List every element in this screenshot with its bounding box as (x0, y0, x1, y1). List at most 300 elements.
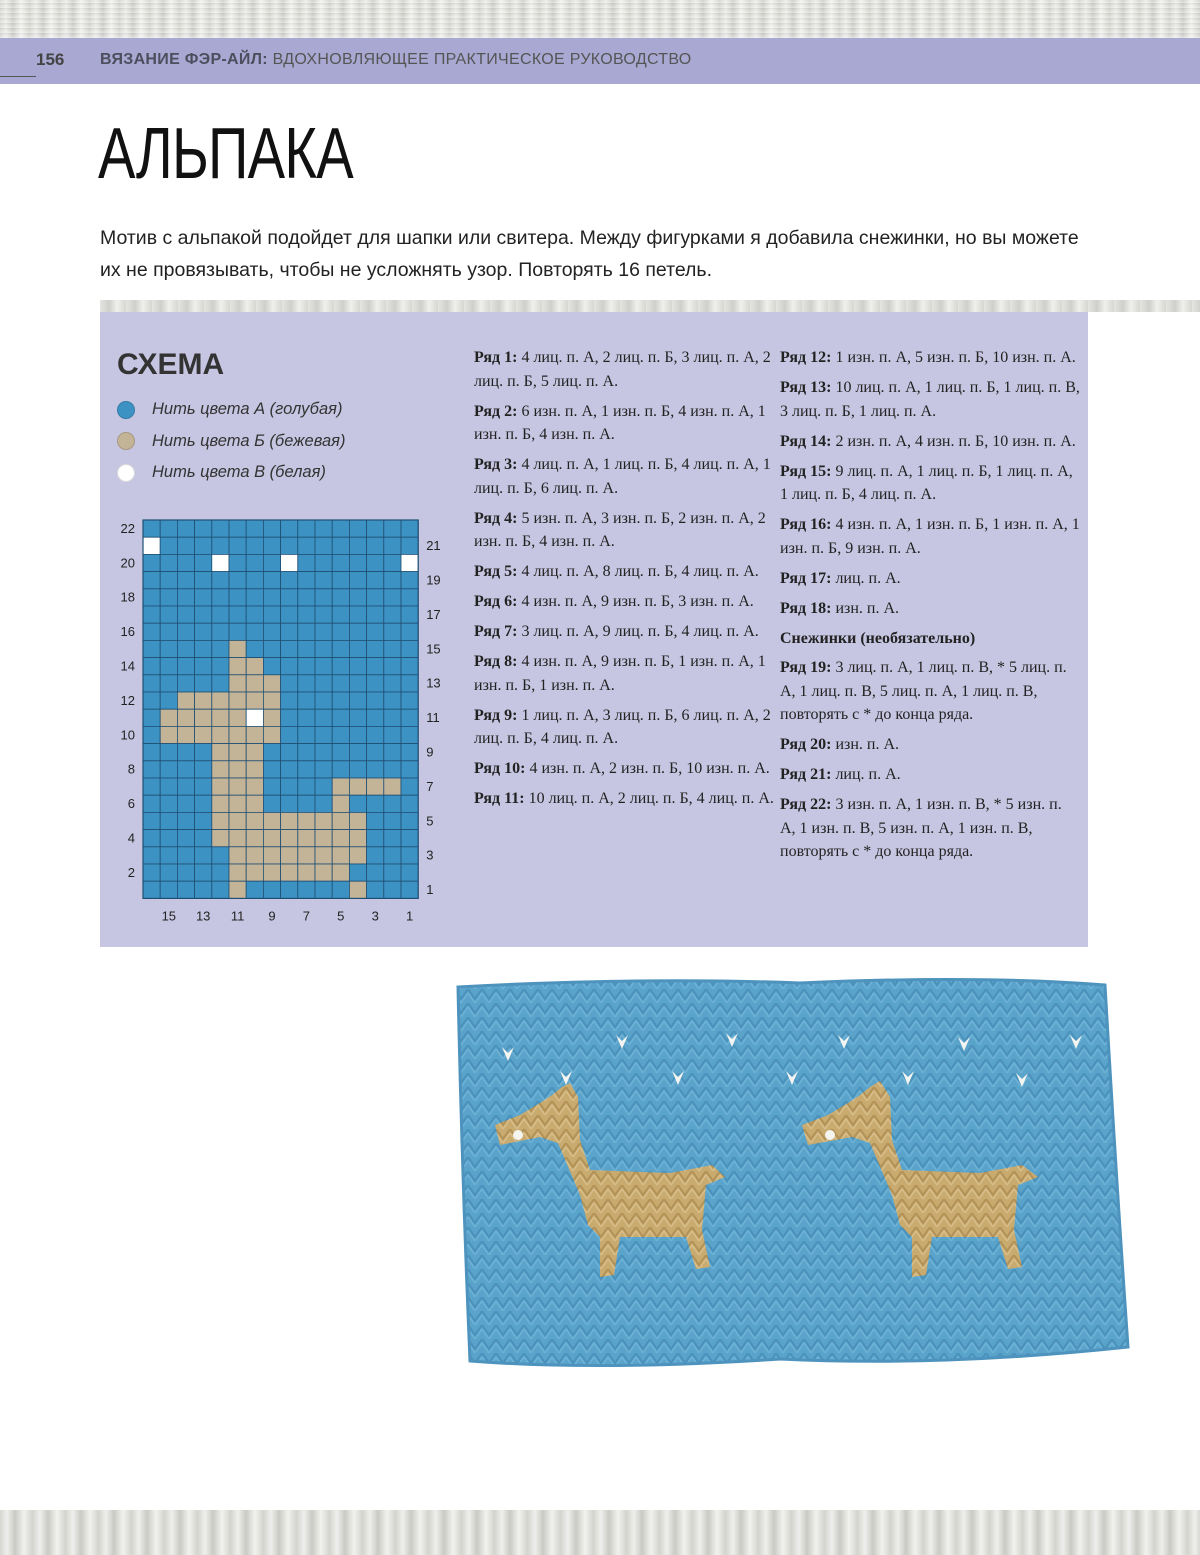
book-title-bold: ВЯЗАНИЕ ФЭР-АЙЛ: (100, 51, 268, 68)
chart-cell (143, 744, 160, 761)
chart-cell (367, 795, 384, 812)
row-label: Ряд 19: (780, 659, 832, 676)
row-text: 4 изн. п. А, 9 изн. п. Б, 1 изн. п. А, 1 изн. п. Б, 1 изн. п. А. (474, 653, 766, 694)
chart-cell (401, 623, 418, 640)
chart-left-label: 22 (120, 520, 135, 536)
row-label: Ряд 15: (780, 462, 832, 480)
chart-cell (177, 675, 194, 692)
chart-right-label: 19 (426, 572, 441, 588)
chart-right-label: 11 (426, 710, 440, 726)
chart-cell (212, 606, 229, 623)
chart-cell (143, 847, 160, 864)
chart-cell (384, 881, 401, 898)
chart-cell (349, 812, 366, 829)
chart-cell (212, 675, 229, 692)
chart-right-label: 9 (426, 744, 434, 760)
chart-cell (246, 795, 263, 812)
chart-cell (177, 520, 194, 537)
row-instruction (474, 560, 774, 584)
chart-cell (212, 640, 229, 657)
chart-left-label: 16 (120, 624, 135, 640)
legend-label: Нить цвета А (голубая) (152, 400, 343, 419)
row-label: Ряд 17: (780, 569, 832, 587)
chart-cell (143, 709, 160, 726)
chart-cell (332, 658, 349, 675)
chart-cell (143, 572, 160, 589)
chart-cell (212, 812, 229, 829)
chart-cell (298, 640, 315, 657)
row-label: Ряд 14: (780, 432, 832, 450)
chart-cell (177, 606, 194, 623)
chart-cell (298, 761, 315, 778)
chart-cell (143, 640, 160, 657)
chart-cell (246, 675, 263, 692)
chart-cell (212, 864, 229, 881)
chart-cell (332, 830, 349, 847)
chart-cell (315, 847, 332, 864)
row-instruction (780, 513, 1080, 560)
chart-cell (195, 847, 212, 864)
row-text: 1 изн. п. А, 5 изн. п. Б, 10 изн. п. А. (831, 349, 1076, 366)
chart-cell (401, 778, 418, 795)
chart-cell (177, 554, 194, 571)
chart-cell (195, 554, 212, 571)
chart-cell (315, 623, 332, 640)
chart-cell (298, 623, 315, 640)
chart-cell (367, 640, 384, 657)
chart-cell (315, 864, 332, 881)
chart-cell (177, 572, 194, 589)
chart-cell (384, 709, 401, 726)
chart-cell (401, 864, 418, 881)
chart-cell (263, 537, 280, 554)
chart-cell (229, 744, 246, 761)
chart-cell (246, 864, 263, 881)
chart-cell (229, 640, 246, 657)
chart-cell (160, 692, 177, 709)
chart-cell (246, 589, 263, 606)
chart-cell (246, 726, 263, 743)
chart-cell (212, 709, 229, 726)
chart-cell (263, 554, 280, 571)
chart-cell (367, 658, 384, 675)
chart-cell (177, 864, 194, 881)
chart-cell (246, 761, 263, 778)
chart-cell (212, 761, 229, 778)
row-instruction (780, 376, 1080, 423)
legend-item-a (117, 394, 345, 426)
chart-cell (160, 709, 177, 726)
chart-cell (332, 812, 349, 829)
chart-cell (281, 761, 298, 778)
chart-cell (298, 778, 315, 795)
chart-cell (195, 520, 212, 537)
chart-cell (298, 606, 315, 623)
chart-cell (229, 606, 246, 623)
chart-cell (160, 589, 177, 606)
chart-cell (401, 847, 418, 864)
chart-cell (229, 812, 246, 829)
chart-cell (195, 675, 212, 692)
chart-cell (246, 881, 263, 898)
chart-cell (212, 881, 229, 898)
chart-cell (177, 881, 194, 898)
chart-right-label: 7 (426, 778, 434, 794)
row-label: Ряд 20: (780, 736, 832, 753)
chart-bottom-label: 15 (161, 908, 177, 924)
chart-cell (384, 744, 401, 761)
chart-right-label: 13 (426, 675, 441, 691)
chart-cell (298, 537, 315, 554)
chart-cell (332, 795, 349, 812)
row-instruction (780, 430, 1080, 454)
chart-cell (246, 744, 263, 761)
chart-cell (246, 709, 263, 726)
chart-cell (143, 554, 160, 571)
chart-cell (384, 623, 401, 640)
chart-cell (281, 658, 298, 675)
row-text: 6 изн. п. А, 1 изн. п. Б, 4 изн. п. А, 1 изн. п. Б, 4 изн. п. А. (474, 402, 766, 443)
row-text: 4 изн. п. А, 9 изн. п. Б, 3 изн. п. А. (517, 593, 754, 610)
chart-cell (401, 812, 418, 829)
chart-cell (349, 761, 366, 778)
chart-cell (263, 726, 280, 743)
row-label: Ряд 7: (474, 623, 518, 640)
chart-cell (332, 709, 349, 726)
chart-cell (229, 554, 246, 571)
chart-cell (246, 640, 263, 657)
row-label: Ряд 16: (780, 516, 832, 533)
chart-bottom-label: 11 (230, 908, 245, 924)
row-instruction (780, 656, 1080, 727)
chart-cell (246, 778, 263, 795)
chart-cell (332, 847, 349, 864)
page-title: АЛЬПАКА (98, 114, 353, 194)
chart-cell (263, 640, 280, 657)
row-text: 3 лиц. п. А, 1 лиц. п. В, * 5 лиц. п. А, 1 лиц. п. В, 5 лиц. п. А, 1 лиц. п. В, повторять с * до конца ряда. (780, 659, 1067, 723)
chart-left-label: 8 (127, 761, 135, 777)
color-dot-icon (117, 401, 135, 419)
chart-cell (263, 778, 280, 795)
chart-cell (384, 847, 401, 864)
wood-texture-strip (100, 300, 1200, 312)
chart-left-label: 10 (120, 727, 135, 743)
chart-cell (384, 795, 401, 812)
chart-cell (332, 864, 349, 881)
chart-cell (298, 864, 315, 881)
chart-cell (177, 726, 194, 743)
chart-bottom-label: 13 (195, 908, 211, 924)
chart-cell (195, 761, 212, 778)
chart-cell (263, 744, 280, 761)
chart-cell (401, 572, 418, 589)
row-label: Ряд 10: (474, 760, 526, 777)
chart-cell (195, 864, 212, 881)
chart-cell (212, 589, 229, 606)
chart-cell (384, 830, 401, 847)
chart-cell (143, 692, 160, 709)
chart-cell (332, 520, 349, 537)
chart-cell (195, 744, 212, 761)
row-label: Ряд 4: (474, 509, 518, 527)
chart-cell (401, 658, 418, 675)
chart-cell (332, 572, 349, 589)
chart-cell (246, 830, 263, 847)
chart-cell (160, 520, 177, 537)
chart-left-label: 6 (127, 796, 135, 812)
chart-cell (315, 830, 332, 847)
chart-cell (160, 778, 177, 795)
wood-texture-bottom (0, 1510, 1200, 1555)
chart-cell (332, 726, 349, 743)
chart-cell (143, 864, 160, 881)
chart-cell (349, 589, 366, 606)
chart-cell (367, 761, 384, 778)
chart-cell (212, 795, 229, 812)
chart-bottom-label: 1 (405, 908, 414, 924)
chart-cell (143, 778, 160, 795)
chart-cell (160, 830, 177, 847)
row-label: Ряд 9: (474, 706, 518, 724)
chart-cell (367, 812, 384, 829)
chart-cell (160, 572, 177, 589)
row-instruction (780, 460, 1080, 507)
chart-cell (263, 692, 280, 709)
chart-cell (349, 658, 366, 675)
chart-cell (349, 726, 366, 743)
chart-cell (263, 658, 280, 675)
chart-cell (349, 606, 366, 623)
chart-cell (143, 520, 160, 537)
chart-cell (160, 881, 177, 898)
chart-cell (281, 589, 298, 606)
chart-cell (315, 658, 332, 675)
row-text: изн. п. А. (831, 736, 899, 753)
row-instruction (780, 763, 1080, 787)
row-text: 2 изн. п. А, 4 изн. п. Б, 10 изн. п. А. (831, 432, 1076, 450)
row-instruction (474, 346, 774, 393)
chart-cell (401, 554, 418, 571)
chart-cell (367, 520, 384, 537)
snowflakes-heading: Снежинки (необязательно) (780, 629, 976, 647)
chart-left-label: 2 (127, 864, 135, 880)
chart-cell (229, 658, 246, 675)
chart-cell (177, 795, 194, 812)
page-number: 156 (36, 50, 65, 69)
chart-cell (160, 623, 177, 640)
chart-cell (367, 881, 384, 898)
chart-cell (177, 761, 194, 778)
chart-cell (195, 795, 212, 812)
chart-cell (195, 658, 212, 675)
chart-cell (315, 520, 332, 537)
chart-cell (349, 572, 366, 589)
chart-cell (160, 761, 177, 778)
chart-cell (229, 709, 246, 726)
row-text: 1 лиц. п. А, 3 лиц. п. Б, 6 лиц. п. А, 2 лиц. п. Б, 4 лиц. п. А. (474, 706, 771, 747)
chart-cell (160, 640, 177, 657)
chart-cell (160, 537, 177, 554)
chart-cell (195, 572, 212, 589)
row-text: 9 лиц. п. А, 1 лиц. п. Б, 1 лиц. п. А, 1 лиц. п. Б, 4 лиц. п. А. (780, 462, 1073, 503)
chart-cell (332, 692, 349, 709)
chart-bottom-label: 7 (302, 908, 311, 924)
chart-cell (315, 589, 332, 606)
header-rule (0, 76, 36, 77)
chart-cell (367, 572, 384, 589)
row-text: изн. п. А. (831, 599, 899, 617)
chart-cell (212, 537, 229, 554)
chart-cell (367, 623, 384, 640)
chart-cell (384, 606, 401, 623)
legend-label: Нить цвета В (белая) (152, 463, 326, 482)
book-title-rest: ВДОХНОВЛЯЮЩЕЕ ПРАКТИЧЕСКОЕ РУКОВОДСТВО (267, 51, 692, 68)
chart-cell (212, 744, 229, 761)
chart-cell (298, 692, 315, 709)
chart-cell (315, 761, 332, 778)
chart-left-label: 12 (120, 692, 135, 708)
chart-cell (332, 675, 349, 692)
chart-cell (212, 778, 229, 795)
chart-cell (263, 795, 280, 812)
chart-cell (349, 847, 366, 864)
chart-cell (160, 554, 177, 571)
chart-cell (367, 709, 384, 726)
chart-cell (229, 537, 246, 554)
chart-right-label: 1 (426, 882, 434, 898)
chart-cell (143, 658, 160, 675)
chart-cell (246, 692, 263, 709)
row-text: 4 лиц. п. А, 1 лиц. п. Б, 4 лиц. п. А, 1 лиц. п. Б, 6 лиц. п. А. (474, 456, 771, 497)
chart-cell (143, 812, 160, 829)
legend-label: Нить цвета Б (бежевая) (152, 431, 346, 450)
chart-cell (298, 812, 315, 829)
chart-cell (332, 606, 349, 623)
chart-cell (367, 589, 384, 606)
chart-cell (367, 847, 384, 864)
chart-cell (212, 554, 229, 571)
chart-cell (281, 847, 298, 864)
chart-cell (177, 847, 194, 864)
legend (117, 394, 345, 489)
chart-cell (349, 709, 366, 726)
row-label: Ряд 13: (780, 379, 832, 396)
chart-cell (332, 623, 349, 640)
chart-cell (315, 537, 332, 554)
chart-cell (298, 881, 315, 898)
chart-cell (177, 812, 194, 829)
row-instruction (474, 620, 774, 644)
chart-cell (401, 606, 418, 623)
chart-cell (401, 589, 418, 606)
chart-cell (384, 640, 401, 657)
chart-cell (177, 709, 194, 726)
chart-cell (367, 830, 384, 847)
row-instruction (474, 704, 774, 751)
chart-bottom-label: 3 (371, 908, 379, 924)
legend-item-c (117, 457, 345, 489)
chart-cell (298, 830, 315, 847)
chart-cell (298, 554, 315, 571)
chart-cell (229, 830, 246, 847)
chart-cell (367, 554, 384, 571)
row-instruction (474, 757, 774, 781)
chart-cell (349, 692, 366, 709)
chart-cell (195, 812, 212, 829)
chart-cell (263, 606, 280, 623)
chart-cell (229, 881, 246, 898)
chart-cell (229, 726, 246, 743)
row-text: 3 изн. п. А, 1 изн. п. В, * 5 изн. п. А, 1 изн. п. В, 5 изн. п. А, 1 изн. п. В, повторять с * до конца ряда. (780, 796, 1062, 860)
chart-right-label: 21 (426, 538, 441, 554)
chart-cell (281, 537, 298, 554)
chart-cell (401, 726, 418, 743)
chart-cell (332, 537, 349, 554)
schema-title: СХЕМА (117, 348, 225, 381)
chart-cell (195, 589, 212, 606)
chart-cell (298, 520, 315, 537)
chart-cell (212, 658, 229, 675)
chart-cell (160, 675, 177, 692)
chart-cell (401, 692, 418, 709)
chart-cell (263, 572, 280, 589)
row-instruction (474, 453, 774, 500)
chart-cell (246, 812, 263, 829)
chart-cell (263, 589, 280, 606)
chart-cell (367, 537, 384, 554)
chart-cell (298, 658, 315, 675)
chart-cell (263, 812, 280, 829)
chart-right-label: 15 (426, 641, 441, 657)
chart-cell (177, 589, 194, 606)
chart-cell (315, 554, 332, 571)
chart-cell (143, 795, 160, 812)
color-dot-icon (117, 464, 135, 482)
row-text: 10 лиц. п. А, 1 лиц. п. Б, 1 лиц. п. В, 3 лиц. п. Б, 1 лиц. п. А. (780, 379, 1080, 420)
row-instruction (474, 590, 774, 614)
chart-left-label: 20 (120, 555, 135, 571)
chart-cell (332, 744, 349, 761)
chart-cell (367, 726, 384, 743)
row-label: Ряд 6: (474, 593, 518, 610)
chart-cell (315, 778, 332, 795)
chart-right-label: 17 (426, 606, 441, 622)
chart-cell (177, 640, 194, 657)
chart-cell (281, 554, 298, 571)
chart-cell (367, 606, 384, 623)
chart-cell (384, 692, 401, 709)
chart-cell (281, 778, 298, 795)
chart-cell (401, 709, 418, 726)
chart-cell (384, 554, 401, 571)
chart-cell (246, 537, 263, 554)
chart-cell (263, 761, 280, 778)
chart-cell (246, 520, 263, 537)
chart-cell (315, 675, 332, 692)
chart-cell (332, 761, 349, 778)
chart-cell (281, 709, 298, 726)
chart-cell (246, 572, 263, 589)
chart-cell (349, 675, 366, 692)
chart-cell (177, 744, 194, 761)
chart-cell (212, 623, 229, 640)
row-instruction (474, 507, 774, 554)
chart-cell (143, 623, 160, 640)
chart-cell (401, 537, 418, 554)
chart-cell (195, 692, 212, 709)
chart-cell (229, 847, 246, 864)
chart-cell (246, 623, 263, 640)
